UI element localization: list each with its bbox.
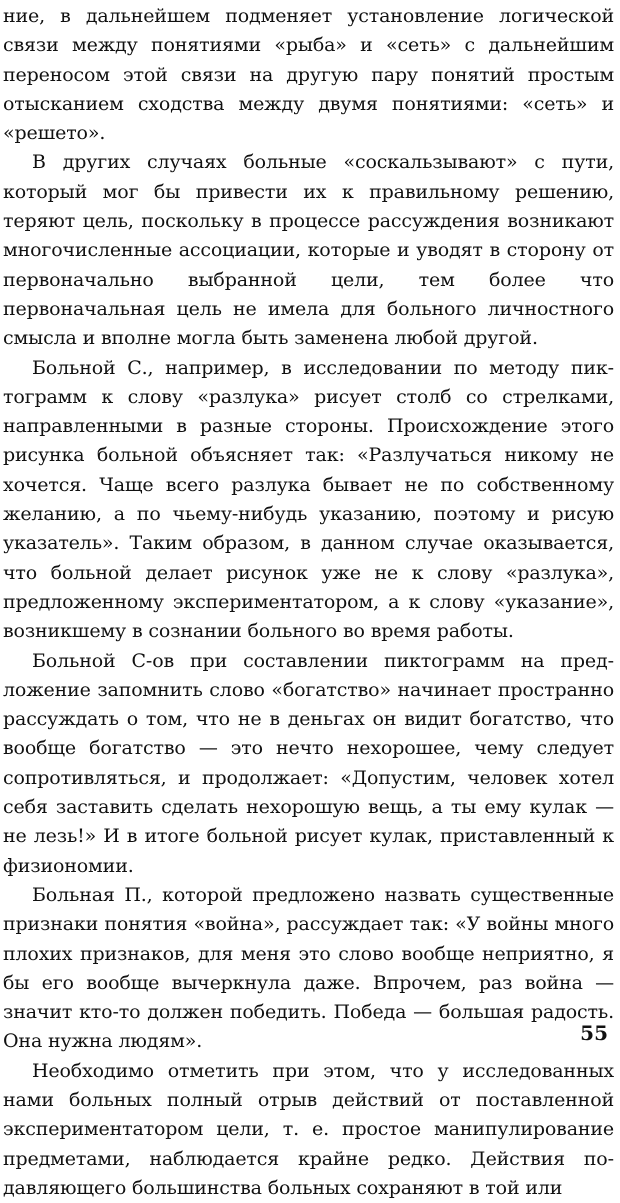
paragraph-patient-s-ov: Больной С-ов при составлении пиктограмм на предложение запомнить слово «богатство» начинает пространно рассуждать о том, что не в деньгах он видит богатство, что вообще богатство — это нечто нехорошее, чему следует сопротивляться, и продолжает: «Допустим, человек хотел себя заставить сделать нехорошую вещь, а ты ему кулак — не лезь!» И в итоге больной рисует кулак, приставленный к физиономии.	[3, 649, 614, 877]
page-number: 55	[580, 1021, 608, 1045]
paragraph-patient-s: Больной С., например, в исследовании по методу пиктограмм к слову «разлука» рисует столб со стрелками, направленными в разные стороны. Происхождение этого рисунка больной объясняет так: «Разлучаться никому не хочется. Чаще всего разлука бывает не по собственному желанию, а по чьему-нибудь указанию, поэтому и рисую указатель». Таким образом, в данном случае оказывается, что больной делает рисунок уже не к слову «разлука», предложенному экспериментатором, а к слову «указание», возникшему в сознании больного во время работы.	[3, 356, 614, 643]
paragraph-continuation: ние, в дальнейшем подменяет установление логической связи между понятиями «рыба» и «сеть» с дальнейшим переносом этой связи на другую пару понятий простым отысканием сходства между двумя понятиями: «сеть» и «решето».	[3, 5, 614, 145]
paragraph-slipping-off: В других случаях больные «соскальзывают» с пути, который мог бы привести их к правильному решению, теряют цель, поскольку в процессе рассуждения возникают многочисленные ассоциации, которые и уводят в сторону от первоначально выбранной цели, тем более что первоначальная цель не имела для больного личностного смысла и вполне могла быть заменена любой другой.	[3, 151, 614, 350]
paragraph-conclusion: Необходимо отметить при этом, что у исследованных нами больных полный отрыв действий от поставленной экспериментатором цели, т. е. простое манипулирование предметами, наблюдается крайне редко. Действия подавляющего большинства больных сохраняют в той или	[3, 1059, 614, 1199]
paragraph-patient-p: Больная П., которой предложено назвать существенные признаки понятия «война», рассуждает так: «У войны много плохих признаков, для меня это слово вообще неприятно, я бы его вообще вычеркнула даже. Впрочем, раз война — значит кто-то должен победить. Победа — большая радость. Она нужна людям».	[3, 883, 614, 1053]
